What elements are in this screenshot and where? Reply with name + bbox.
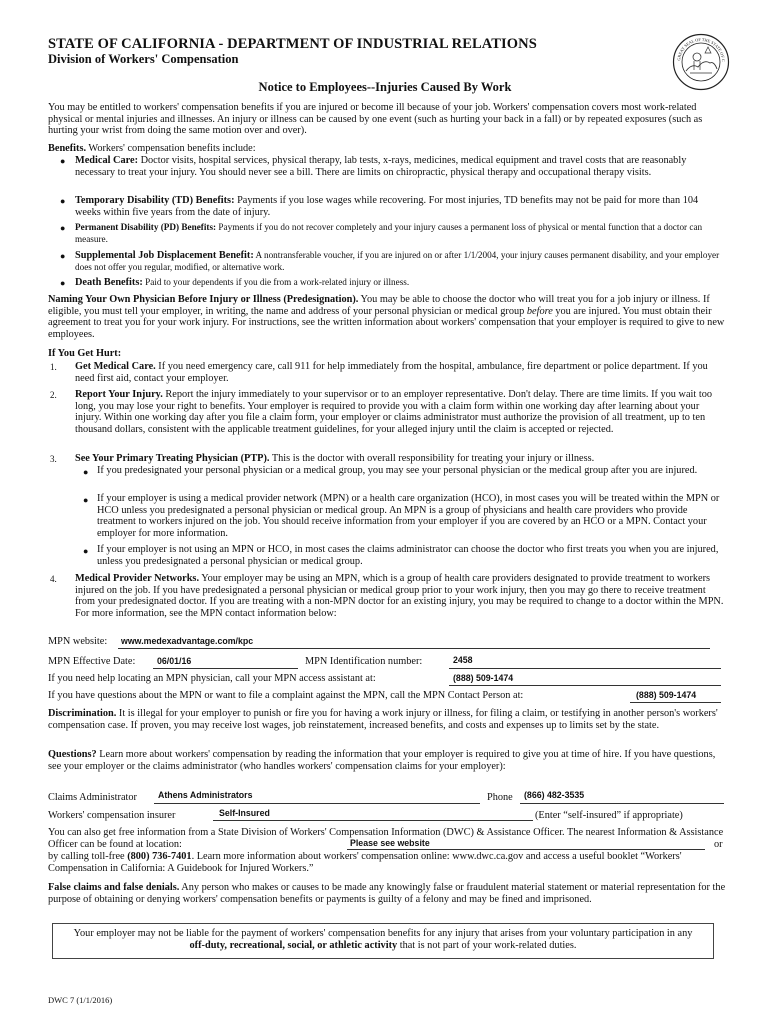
false-claims-paragraph: False claims and false denials. Any person who makes or causes to be made any knowingly false or fraudulent material statement or material representation for the purpose of obtaining or denying workers' compensation benefits or payments is guilty of a felony and may be fined and imprisoned. xyxy=(48,882,726,905)
bullet-icon: ● xyxy=(60,196,66,206)
claims-admin-field[interactable]: Athens Administrators xyxy=(158,790,253,800)
mpn-id-line xyxy=(449,668,721,669)
bullet-icon: ● xyxy=(60,251,66,261)
claims-phone-line xyxy=(520,803,724,804)
if-you-get-hurt-heading: If You Get Hurt: xyxy=(48,348,122,359)
step-get-medical-care: Get Medical Care. If you need emergency care, call 911 for help immediately from the hospital, ambulance, fire department or police department. If you need first aid, contact your employer. xyxy=(75,361,708,384)
mpn-effective-date-line xyxy=(153,668,298,669)
bullet-icon: ● xyxy=(60,278,66,288)
mpn-contact-field[interactable]: (888) 509-1474 xyxy=(636,690,697,700)
mpn-id-field[interactable]: 2458 xyxy=(453,655,473,665)
mpn-website-label: MPN website: xyxy=(48,636,108,647)
mpn-access-label: If you need help locating an MPN physician, call your MPN access assistant at: xyxy=(48,673,376,684)
dwc-or: or xyxy=(714,839,723,850)
bullet-icon: ● xyxy=(83,467,89,477)
mpn-access-line xyxy=(449,685,721,686)
benefit-medical-care: Medical Care: Doctor visits, hospital services, physical therapy, lab tests, x-rays, medicines, medical equipment and travel costs that are reasonably necessary to treat your injury. You should never see a bill. There are limits on chiropractic, physical therapy and occupational therapy visits. xyxy=(75,155,687,178)
division-heading: Division of Workers' Compensation xyxy=(48,52,239,66)
step-number: 2. xyxy=(50,390,57,400)
form-number: DWC 7 (1/1/2016) xyxy=(48,995,113,1005)
dwc-location-line xyxy=(347,849,705,850)
bullet-icon: ● xyxy=(83,546,89,556)
benefit-permanent-disability: Permanent Disability (PD) Benefits: Payments if you do not recover completely and your injury causes a permanent loss of physical or mental function that a doctor can measure. xyxy=(75,222,703,244)
mpn-website-field[interactable]: www.medexadvantage.com/kpc xyxy=(121,636,254,646)
step-number: 3. xyxy=(50,454,57,464)
mpn-contact-label: If you have questions about the MPN or want to file a complaint against the MPN, call the MPN Contact Person at: xyxy=(48,690,524,701)
insurer-field[interactable]: Self-Insured xyxy=(219,808,270,818)
step-report-injury: Report Your Injury. Report the injury immediately to your supervisor or to an employer representative. Don't delay. There are time limits. If you wait too long, you may lose your right to benefits. Your employer is required to provide you with a claim form within one working day after learning about your injury. Within one working day after you file a claim form, your employer or claims administrator must authorize the provision of all treatment, up to ten thousand dollars, consistent with the applicable treatment guidelines, for your alleged injury until the claim is accepted or rejected. xyxy=(75,389,712,435)
insurer-line xyxy=(213,820,533,821)
mpn-id-label: MPN Identification number: xyxy=(305,656,423,667)
mpn-website-line xyxy=(118,648,710,649)
questions-paragraph: Questions? Learn more about workers' compensation by reading the information that your employer is required to give you at time of hire. If you have questions, see your employer or the claims administrator (who handles workers' compensation claims for your employer): xyxy=(48,749,716,772)
liability-notice-text: Your employer may not be liable for the payment of workers' compensation benefits for any injury that arises from your voluntary participation in any off-duty, recreational, social, or athletic activity that is not part of your work-related duties. xyxy=(73,928,693,951)
claims-phone-field[interactable]: (866) 482-3535 xyxy=(524,790,585,800)
liability-notice-box xyxy=(52,923,714,959)
claims-phone-label: Phone xyxy=(487,792,513,803)
claims-admin-label: Claims Administrator xyxy=(48,792,137,803)
mpn-effective-date-label: MPN Effective Date: xyxy=(48,656,136,667)
step-mpn: Medical Provider Networks. Your employer may be using an MPN, which is a group of health care providers designated to provide treatment to workers injured on the job. If you have predesignated a personal physician or medical group prior to your work injury, then you may go there to receive treatment from your predesignated doctor. If you are treating with a non-MPN doctor for an existing injury, you may be required to change to a doctor within the MPN. For more information, see the MPN contact information below: xyxy=(75,573,724,619)
org-heading: STATE OF CALIFORNIA - DEPARTMENT OF INDUSTRIAL RELATIONS xyxy=(48,36,537,52)
discrimination-paragraph: Discrimination. It is illegal for your employer to punish or fire you for having a work injury or illness, for filing a claim, or testifying in another person's workers' compensation case. If proven, you may receive lost wages, job reinstatement, increased benefits, and costs and expenses up to limits set by the state. xyxy=(48,708,718,731)
step-number: 1. xyxy=(50,362,57,372)
benefit-temporary-disability: Temporary Disability (TD) Benefits: Payments if you lose wages while recovering. For most injuries, TD benefits may not be paid for more than 104 weeks within five years from the date of injury. xyxy=(75,195,699,218)
bullet-icon: ● xyxy=(83,495,89,505)
intro-paragraph: You may be entitled to workers' compensation benefits if you are injured or become ill because of your job. Workers' compensation covers most work-related physical or mental injuries and illnesses. An injury or illness can be caused by one event (such as hurting your back in a fall) or by repeated exposures (such as hurting your wrist from doing the same motion over and over). xyxy=(48,102,703,137)
dwc-info-text: You can also get free information from a State Division of Workers' Compensation Information (DWC) & Assistance Officer. The nearest Information & Assistance Officer can be found at location: xyxy=(48,827,724,850)
bullet-icon: ● xyxy=(60,156,66,166)
ptp-bullet-mpn-hco: If your employer is using a medical provider network (MPN) or a health care organization (HCO), in most cases you will be treated within the MPN or HCO unless you predesignated a personal physician or medical group. An MPN is a group of physicians and health care providers who provide treatment to workers injured on the job. You should receive information from your employer if you are covered by an HCO or a MPN. Contact your employer for more information. xyxy=(97,493,720,539)
ptp-bullet-no-mpn: If your employer is not using an MPN or HCO, in most cases the claims administrator can choose the doctor who first treats you when you are injured, unless you predesignated a personal physician or medical group. xyxy=(97,544,719,567)
benefits-heading: Benefits. Workers' compensation benefits include: xyxy=(48,143,256,154)
claims-admin-line xyxy=(154,803,480,804)
ptp-bullet-predesignated: If you predesignated your personal physician or a medical group, you may see your personal physician or the medical group after you are injured. xyxy=(97,465,698,476)
page-title: Notice to Employees--Injuries Caused By Work xyxy=(258,80,512,94)
dwc-location-field[interactable]: Please see website xyxy=(350,838,430,848)
step-ptp: See Your Primary Treating Physician (PTP). This is the doctor with overall responsibility for treating your injury or illness. xyxy=(75,453,595,464)
insurer-label: Workers' compensation insurer xyxy=(48,810,176,821)
step-number: 4. xyxy=(50,574,57,584)
benefit-job-displacement: Supplemental Job Displacement Benefit: A nontransferable voucher, if you are injured on or after 1/1/2004, your injury causes permanent disability, and your employer does not offer you regular, modified, or alternative work. xyxy=(75,250,720,272)
svg-text:GREAT SEAL OF THE STATE OF CAL: GREAT SEAL OF THE STATE OF C xyxy=(676,36,727,62)
predesignation-paragraph: Naming Your Own Physician Before Injury or Illness (Predesignation). You may be able to choose the doctor who will treat you for a job injury or illness. If eligible, you must tell your employer, in writing, the name and address of your personal physician or medical group before you are injured. You must obtain their agreement to treat you for your work injury. For instructions, see the written information about workers' compensation that your employer is required to give to new employees. xyxy=(48,294,725,340)
mpn-effective-date-field[interactable]: 06/01/16 xyxy=(157,656,192,666)
mpn-access-field[interactable]: (888) 509-1474 xyxy=(453,673,514,683)
bullet-icon: ● xyxy=(60,223,66,233)
dwc-phone-paragraph: by calling toll-free (800) 736-7401. Learn more information about workers' compensation online: www.dwc.ca.gov and access a useful booklet “Workers' Compensation in California: A Guidebook for Injured Workers.” xyxy=(48,851,682,874)
benefit-death: Death Benefits: Paid to your dependents if you die from a work-related injury or illness. xyxy=(75,277,410,288)
mpn-contact-line xyxy=(630,702,721,703)
insurer-note: (Enter “self-insured” if appropriate) xyxy=(535,810,683,821)
